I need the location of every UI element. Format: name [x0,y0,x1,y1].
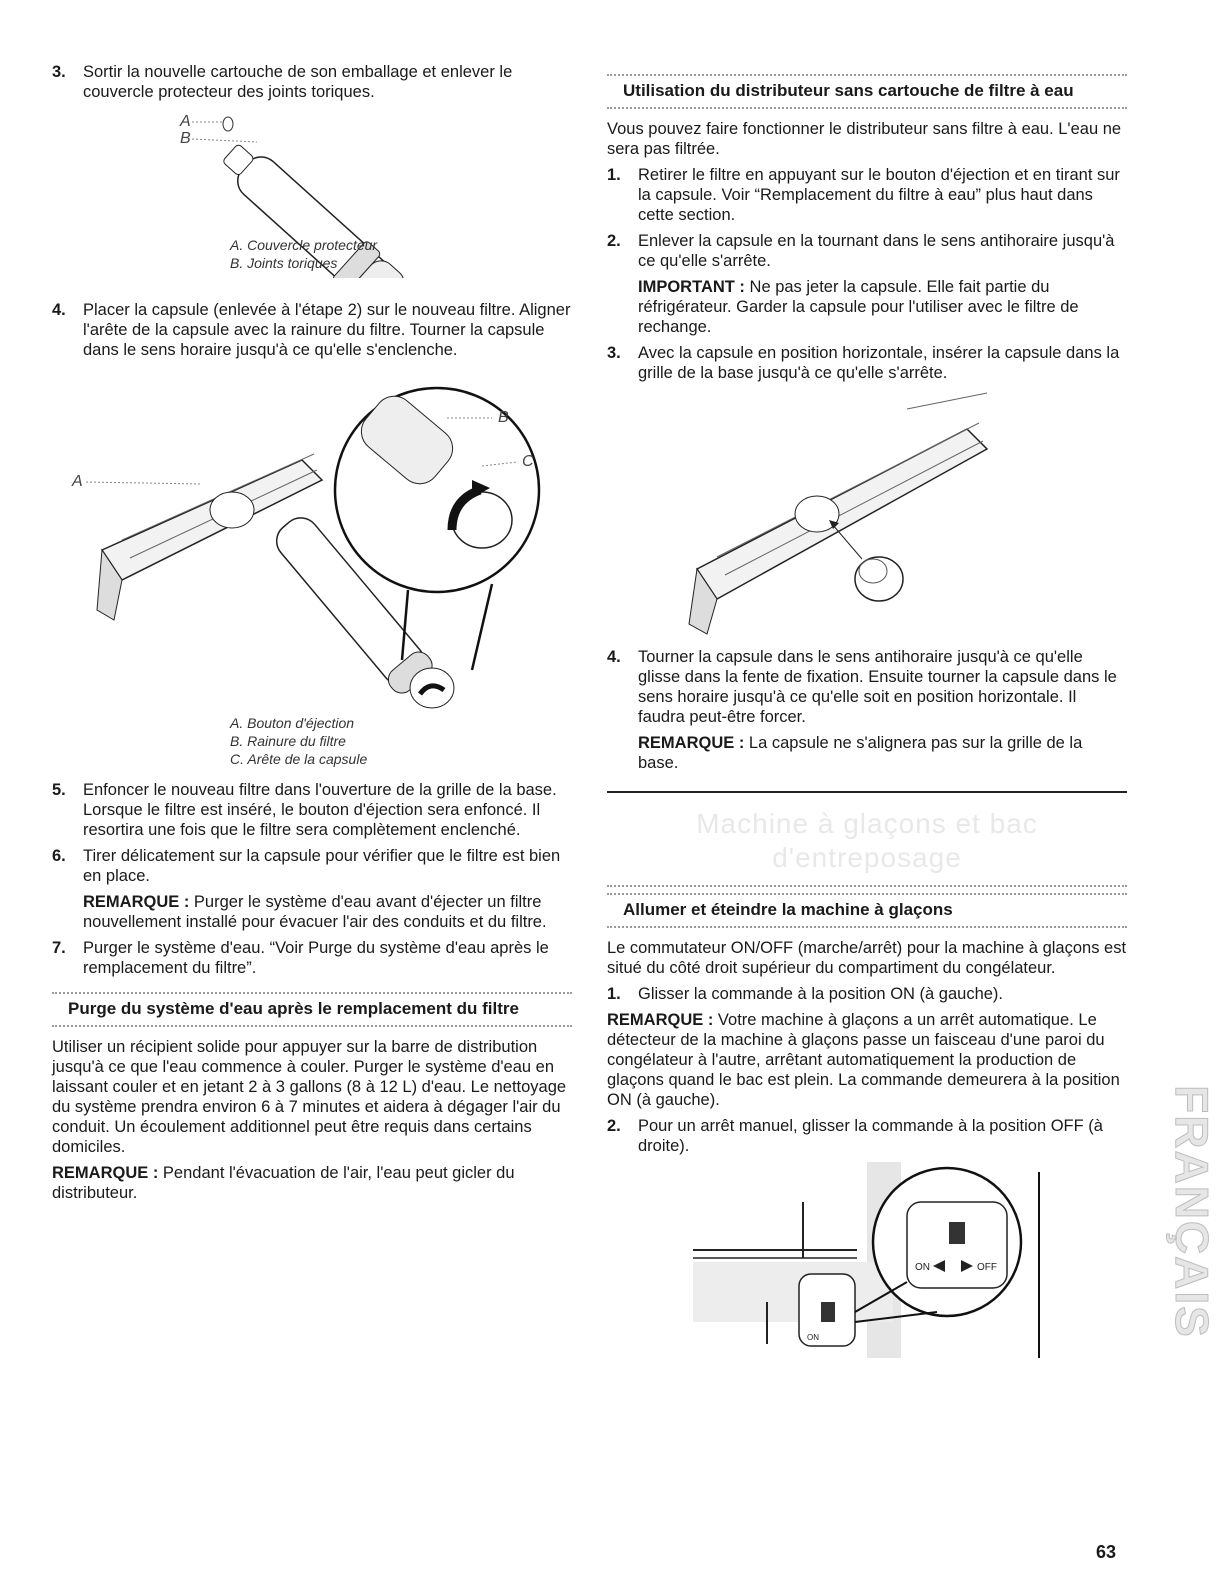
figure-filter-cartridge [52,108,572,278]
purge-heading: Purge du système d'eau après le remplacement du filtre [52,992,572,1027]
util-step-3: 3. Avec la capsule en position horizontale, insérer la capsule dans la grille de la base jusqu'à ce qu'elle s'arrête. [607,344,1120,382]
fig2-caption-a: A. Bouton d'éjection [230,715,355,731]
step-3-unpack: 3. Sortir la nouvelle cartouche de son emballage et enlever le couvercle protecteur des joints toriques. [52,63,513,101]
note-step-4: REMARQUE : La capsule ne s'alignera pas sur la grille de la base. [638,734,1083,772]
side-tab-label: FRANÇAIS [1166,1085,1218,1339]
figure-cap-insertion [607,389,1127,647]
fig2-label-a: A [72,473,83,490]
left-column [52,62,572,1209]
util-step-2: 2. Enlever la capsule en la tournant dans le sens antihoraire jusqu'à ce qu'elle s'arrête. [607,232,1115,270]
fig2-label-c: C [522,453,534,470]
fig2-caption-c: C. Arête de la capsule [230,751,368,767]
util-step-4: 4. Tourner la capsule dans le sens antihoraire jusqu'à ce qu'elle glisse dans la fente de fixation. Ensuite tourner la capsule dans le sens horaire jusqu'à ce qu'elle soit en position horizontale. Il faudra peut-être forcer. [607,648,1117,726]
step-7-purge: 7. Purger le système d'eau. “Voir Purge du système d'eau après le remplacement du filtre”. [52,939,549,977]
figure-filter-installation [52,370,572,780]
section-title: Machine à glaçons et bac d'entreposage [607,791,1127,887]
ice-intro: Le commutateur ON/OFF (marche/arrêt) pour la machine à glaçons est situé du côté droit supérieur du compartiment du congélateur. [607,939,1127,977]
purge-note: REMARQUE : Pendant l'évacuation de l'air, l'eau peut gicler du distributeur. [52,1164,515,1202]
ice-switch-illustration [607,1162,1127,1362]
cap-insertion-illustration [607,389,1127,647]
util-step-1: 1. Retirer le filtre en appuyant sur le bouton d'éjection et en tirant sur la capsule. Voir “Remplacement du filtre à eau” plus haut dans cette section. [607,166,1120,224]
figure-ice-switch [607,1162,1127,1362]
note-step-6: REMARQUE : Purger le système d'eau avant d'éjecter un filtre nouvellement installé pour évacuer l'air des conduits et du filtre. [83,893,547,931]
fig1-caption-a: A. Couvercle protecteur [230,237,378,253]
page-number: 63 [1096,1542,1117,1562]
fig2-caption-b: B. Rainure du filtre [230,733,346,749]
switch-knob [949,1222,965,1244]
step-4-place-cap: 4. Placer la capsule (enlevée à l'étape 2) sur le nouveau filtre. Aligner l'arête de la capsule avec la rainure du filtre. Tourner la capsule dans le sens horaire jusqu'à ce qu'elle s'enclenche. [52,301,571,359]
switch-small-on: ON [807,1333,819,1342]
language-side-tab [1132,1062,1220,1362]
filter-installation-illustration [52,370,572,710]
step-5-insert-filter: 5. Enfoncer le nouveau filtre dans l'ouverture de la grille de la base. Lorsque le filtre est inséré, le bouton d'éjection sera enfoncé. Il resortira une fois que le filtre sera complètement enclenché. [52,781,557,839]
important-note: IMPORTANT : Ne pas jeter la capsule. Elle fait partie du réfrigérateur. Garder la capsule pour l'utiliser avec le filtre de rechange. [638,278,1079,336]
fig2-label-b: B [498,409,509,426]
switch-on-label: ON [915,1262,930,1273]
fig1-label-b: B [180,130,191,147]
ice-note: REMARQUE : Votre machine à glaçons a un arrêt automatique. Le détecteur de la machine à glaçons passe un faisceau d'une paroi du congélateur à l'autre, arrêtant automatiquement la production de glaçons quand le bac est plein. La commande demeurera à la position ON (à gauche). [607,1011,1120,1109]
ice-step-2: 2. Pour un arrêt manuel, glisser la commande à la position OFF (à droite). [607,1117,1103,1155]
ice-step-1: 1. Glisser la commande à la position ON (à gauche). [607,985,1003,1003]
switch-off-label: OFF [977,1262,997,1273]
right-column [607,74,1127,1362]
util-intro: Vous pouvez faire fonctionner le distributeur sans filtre à eau. L'eau ne sera pas filtrée. [607,120,1122,158]
fig1-label-a: A [180,113,191,130]
util-heading: Utilisation du distributeur sans cartouche de filtre à eau [607,74,1127,109]
purge-text: Utiliser un récipient solide pour appuyer sur la barre de distribution jusqu'à ce que l'eau commence à couler. Purger le système d'eau en laissant couler et en jetant 2 à 3 gallons (8 à 12 L) d'eau. Le nettoyage du système prendra environ 6 à 7 minutes et aidera à dégager l'air du conduit. Un écoulement additionnel peut être requis dans certains domiciles. [52,1038,567,1156]
step-6-check-filter: 6. Tirer délicatement sur la capsule pour vérifier que le filtre est bien en place. [52,847,561,885]
fig1-caption-b: B. Joints toriques [230,255,338,271]
ice-heading: Allumer et éteindre la machine à glaçons [607,893,1127,928]
